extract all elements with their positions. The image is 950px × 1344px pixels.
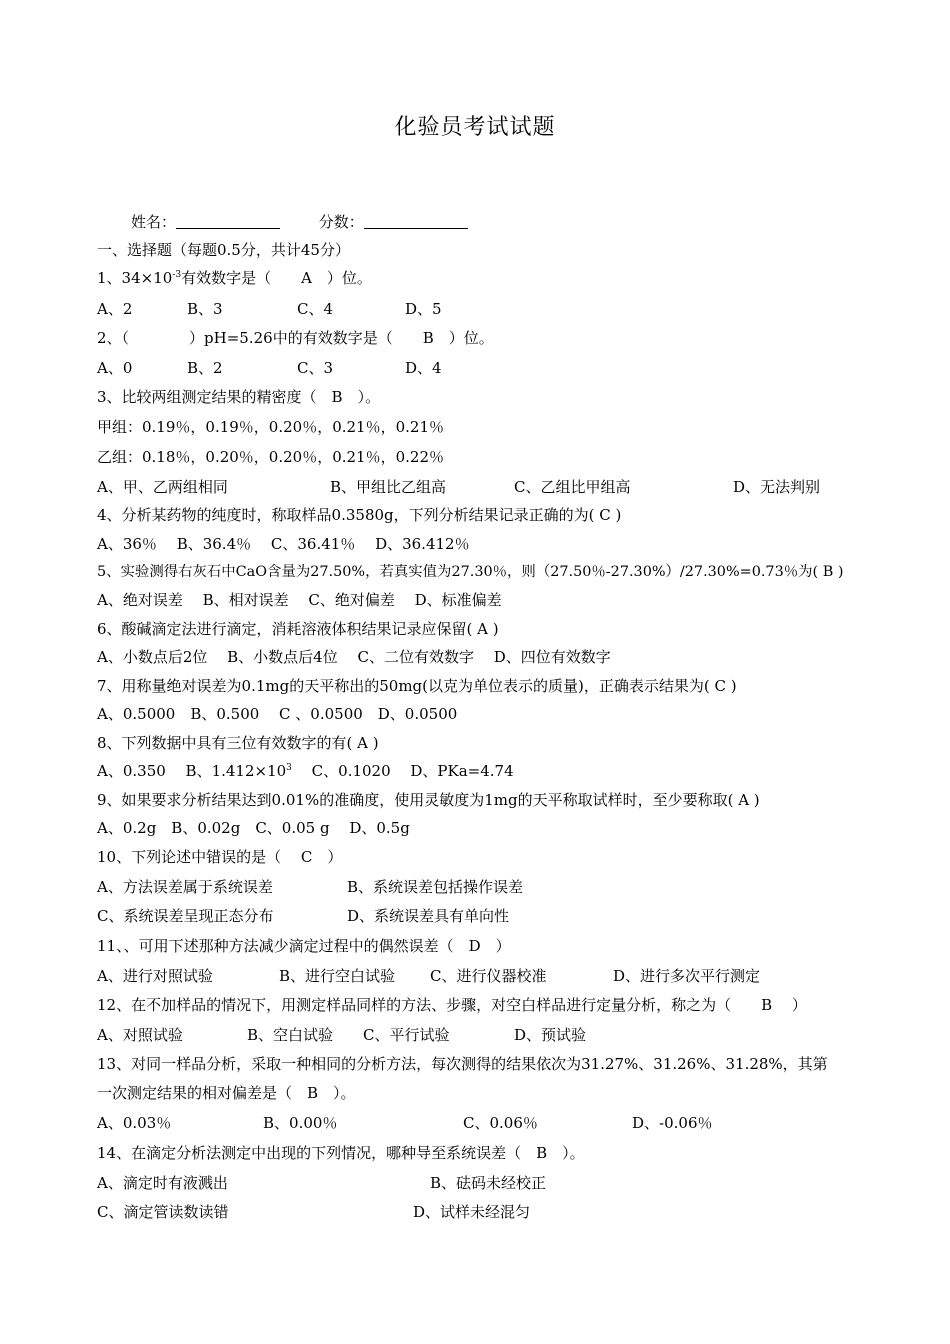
option: C、平行试验 [363,1026,450,1044]
option: D、5 [405,300,442,318]
question-8-options: A、0.350 B、$1.412\times 10^3$ C、0.1020 D、PKa=4.74 [97,762,514,780]
question-3-group-b: 乙组：0.18％，0.20％，0.20％，0.21％，0.22％ [97,448,444,466]
question-12: 12、在不加样品的情况下，用测定样品同样的方法、步骤，对空白样品进行定量分析，称之为（ B ） [97,996,807,1014]
option: C、0.06％ [463,1114,538,1132]
question-11: 11、、可用下述那种方法减少滴定过程中的偶然误差（ D ） [97,937,511,955]
question-10: 10、下列论述中错误的是（ C ） [97,848,343,866]
option: B、砝码未经校正 [430,1174,547,1192]
option: B、进行空白试验 [279,967,396,985]
question-3-group-a: 甲组：0.19％，0.19％，0.20％，0.21％，0.21％ [97,418,444,436]
question-9-options: A、0.2g B、0.02g C、0.05 g D、0.5g [97,819,410,837]
option: A、滴定时有液溅出 [97,1174,228,1192]
option: D、-0.06％ [632,1114,713,1132]
option: A、方法误差属于系统误差 [97,878,273,896]
option: A、0 [97,359,133,377]
question-1: 1、$34\times 10^{-3}$有效数字是（ A ）位。 [97,269,372,287]
option: B、2 [187,359,223,377]
option: A、对照试验 [97,1026,183,1044]
option: A、0.03％ [97,1114,172,1132]
option: D、试样未经混匀 [413,1203,531,1221]
option: A、甲、乙两组相同 [97,478,228,496]
question-5-options: A、绝对误差 B、相对误差 C、绝对偏差 D、标准偏差 [97,591,502,609]
option: D、进行多次平行测定 [613,967,761,985]
question-9: 9、如果要求分析结果达到0.01%的准确度，使用灵敏度为1mg的天平称取试样时，至少要称取( A ) [97,791,760,809]
page-title: 化验员考试试题 [394,115,556,140]
option: B、系统误差包括操作误差 [347,878,524,896]
question-6: 6、酸碱滴定法进行滴定，消耗溶液体积结果记录应保留( A ) [97,620,499,638]
option: C、滴定管读数读错 [97,1203,229,1221]
option: C、3 [297,359,334,377]
question-2: 2、（ ）pH=5.26中的有效数字是（ B ）位。 [97,329,494,347]
option: C、系统误差呈现正态分布 [97,907,274,925]
question-14: 14、在滴定分析法测定中出现的下列情况，哪种导至系统误差（ B ）。 [97,1144,585,1162]
option: B、0.00％ [263,1114,338,1132]
name-field[interactable] [176,214,280,229]
score-label: 分数： [318,213,364,231]
score-field[interactable] [364,214,468,229]
question-7-options: A、0.5000 B、0.500 C 、0.0500 D、0.0500 [97,705,458,723]
question-4-options: A、36％ B、36.4％ C、36.41％ D、36.412％ [97,535,470,553]
option: D、无法判别 [733,478,821,496]
question-6-options: A、小数点后2位 B、小数点后4位 C、二位有效数字 D、四位有效数字 [97,648,611,666]
option: B、甲组比乙组高 [330,478,447,496]
option: D、预试验 [514,1026,587,1044]
option: D、系统误差具有单向性 [347,907,510,925]
option: C、乙组比甲组高 [514,478,631,496]
option: C、进行仪器校准 [430,967,547,985]
section-heading: 一、选择题（每题0.5分，共计45分） [97,241,350,259]
option: B、空白试验 [247,1026,334,1044]
question-7: 7、用称量绝对误差为0.1mg的天平称出的50mg(以克为单位表示的质量)，正确表示结果为( C ) [97,677,737,695]
option: A、进行对照试验 [97,967,213,985]
option: C、4 [297,300,334,318]
question-4: 4、分析某药物的纯度时，称取样品0.3580g，下列分析结果记录正确的为( C ) [97,506,622,524]
option: A、2 [97,300,133,318]
name-label: 姓名： [131,213,177,231]
header-row [131,212,468,232]
question-5: 5、实验测得右灰石中CaO含量为27.50%，若真实值为27.30％，则（27.50％-27.30%）/27.30%=0.73％为( B ) [97,564,844,580]
question-3: 3、比较两组测定结果的精密度（ B ）。 [97,388,381,406]
question-13-line-2: 一次测定结果的相对偏差是（ B ）。 [97,1084,356,1102]
option: B、3 [187,300,223,318]
question-13-line-1: 13、对同一样品分析，采取一种相同的分析方法，每次测得的结果依次为31.27%、31.26%、31.28%，其第 [97,1055,828,1073]
question-8: 8、下列数据中具有三位有效数字的有( A ) [97,734,379,752]
option: D、4 [405,359,442,377]
